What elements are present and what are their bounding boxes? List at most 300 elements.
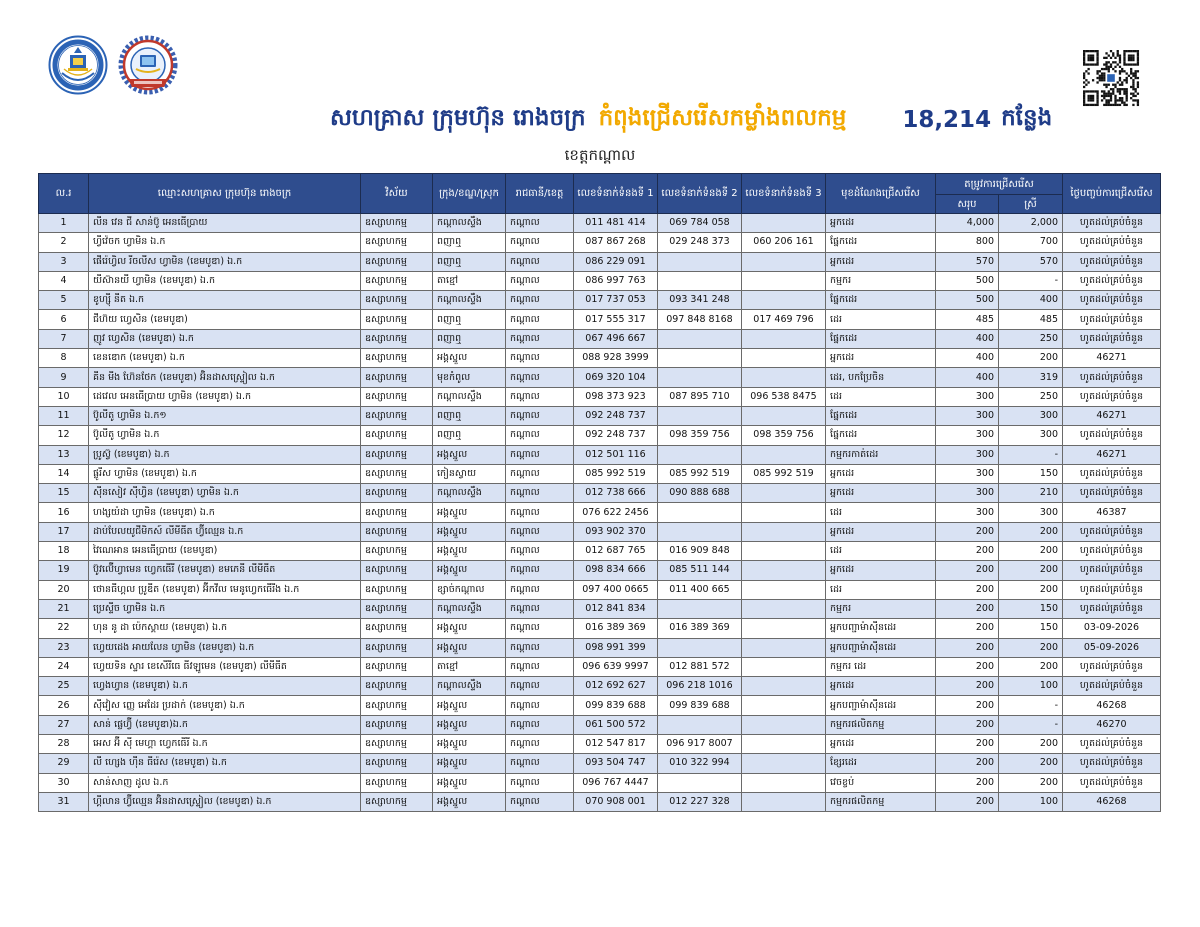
- cell-no: 20: [39, 580, 89, 599]
- cell-province: កណ្ដាល: [506, 387, 574, 406]
- cell-phone-1: 098 991 399: [574, 638, 658, 657]
- cell-phone-1: 086 229 091: [574, 252, 658, 271]
- cell-total: 300: [936, 426, 999, 445]
- cell-phone-3: [742, 599, 826, 618]
- cell-name: ប៊ូលីតូ ហ្វាមិន ឯ.ក: [89, 426, 361, 445]
- cell-sector: ឧស្សាហកម្ម: [361, 599, 433, 618]
- cell-female: -: [999, 271, 1063, 290]
- cell-province: កណ្ដាល: [506, 599, 574, 618]
- cell-phone-2: 016 389 369: [658, 619, 742, 638]
- table-row: [39, 349, 1161, 368]
- cell-female: 100: [999, 792, 1063, 811]
- cell-female: 570: [999, 252, 1063, 271]
- cell-phone-1: 069 320 104: [574, 368, 658, 387]
- table-row: [39, 445, 1161, 464]
- cell-total: 500: [936, 271, 999, 290]
- cell-province: កណ្ដាល: [506, 696, 574, 715]
- cell-position: កម្មករ: [826, 271, 936, 290]
- cell-phone-2: 016 909 848: [658, 542, 742, 561]
- cell-phone-2: 096 218 1016: [658, 677, 742, 696]
- cell-total: 200: [936, 696, 999, 715]
- table-row: [39, 773, 1161, 792]
- cell-total: 200: [936, 580, 999, 599]
- cell-name: ដាប់បែលយូជីមិកស៍ លីមីធីត ហ្វ៊ីឈ្មេន ឯ.ក: [89, 522, 361, 541]
- cell-sector: ឧស្សាហកម្ម: [361, 657, 433, 676]
- cell-total: 200: [936, 561, 999, 580]
- cell-phone-3: [742, 329, 826, 348]
- cell-phone-2: 085 511 144: [658, 561, 742, 580]
- cell-phone-2: [658, 445, 742, 464]
- cell-phone-2: [658, 522, 742, 541]
- cell-female: 200: [999, 638, 1063, 657]
- cell-district: ពញាឮ: [433, 252, 506, 271]
- table-row: [39, 484, 1161, 503]
- cell-phone-2: [658, 773, 742, 792]
- cell-name: ហង្សយ៉ដា ហ្វាមិន (ខេមបូឌា) ឯ.ក: [89, 503, 361, 522]
- cell-no: 22: [39, 619, 89, 638]
- cell-phone-3: [742, 715, 826, 734]
- cell-sector: ឧស្សាហកម្ម: [361, 619, 433, 638]
- cell-province: កណ្ដាល: [506, 657, 574, 676]
- cell-position: អ្នកដេរ: [826, 522, 936, 541]
- cell-district: អង្គស្នួល: [433, 715, 506, 734]
- cell-no: 15: [39, 484, 89, 503]
- header-phone-1: លេខទំនាក់ទំនងទី 1: [574, 174, 658, 214]
- cell-phone-1: 098 373 923: [574, 387, 658, 406]
- cell-phone-1: 092 248 737: [574, 426, 658, 445]
- cell-total: 200: [936, 599, 999, 618]
- table-body: [39, 214, 1161, 812]
- cell-phone-2: 097 848 8168: [658, 310, 742, 329]
- cell-female: 200: [999, 580, 1063, 599]
- cell-name: ផ្លូរីស ហ្វាមិន (ខេមបូឌា) ឯ.ក: [89, 464, 361, 483]
- cell-position: ដេរ: [826, 503, 936, 522]
- cell-phone-2: 085 992 519: [658, 464, 742, 483]
- cell-no: 16: [39, 503, 89, 522]
- cell-female: 200: [999, 773, 1063, 792]
- table-row: [39, 599, 1161, 618]
- table-row: [39, 580, 1161, 599]
- table-row: [39, 291, 1161, 310]
- header-phone-3: លេខទំនាក់ទំនងទី 3: [742, 174, 826, 214]
- cell-phone-2: [658, 715, 742, 734]
- cell-female: 200: [999, 349, 1063, 368]
- cell-province: កណ្ដាល: [506, 464, 574, 483]
- cell-sector: ឧស្សាហកម្ម: [361, 561, 433, 580]
- cell-name: លី ហ្សេង ហ៊ីន ធីរ៉េស (ខេមបូឌា) ឯ.ក: [89, 754, 361, 773]
- cell-district: អង្គស្នួល: [433, 522, 506, 541]
- cell-phone-3: [742, 638, 826, 657]
- cell-end-date: ហូតដល់គ្រប់ចំនួន: [1063, 271, 1161, 290]
- cell-female: 2,000: [999, 214, 1063, 233]
- cell-phone-1: 012 692 627: [574, 677, 658, 696]
- cell-province: កណ្ដាល: [506, 445, 574, 464]
- cell-phone-2: [658, 252, 742, 271]
- cell-province: កណ្ដាល: [506, 233, 574, 252]
- cell-no: 12: [39, 426, 89, 445]
- cell-no: 30: [39, 773, 89, 792]
- cell-total: 200: [936, 657, 999, 676]
- cell-no: 7: [39, 329, 89, 348]
- cell-district: ពញាឮ: [433, 426, 506, 445]
- title-total-count: 18,214: [902, 107, 992, 133]
- cell-phone-2: [658, 638, 742, 657]
- table-row: [39, 310, 1161, 329]
- cell-no: 26: [39, 696, 89, 715]
- cell-phone-1: 093 504 747: [574, 754, 658, 773]
- cell-end-date: 46271: [1063, 445, 1161, 464]
- cell-female: 200: [999, 561, 1063, 580]
- cell-district: ពញាឮ: [433, 233, 506, 252]
- title-unit: កន្លែង: [1001, 104, 1053, 131]
- cell-district: ពញាឮ: [433, 310, 506, 329]
- table-row: [39, 368, 1161, 387]
- cell-district: អង្គស្នួល: [433, 735, 506, 754]
- cell-female: 250: [999, 387, 1063, 406]
- title-recruiting: កំពុងជ្រើសរើសកម្លាំងពលកម្ម: [598, 104, 847, 131]
- cell-province: កណ្ដាល: [506, 310, 574, 329]
- cell-province: កណ្ដាល: [506, 291, 574, 310]
- cell-total: 200: [936, 522, 999, 541]
- cell-no: 28: [39, 735, 89, 754]
- cell-position: អ្នកបញ្ជាម៉ាស៊ីនដេរ: [826, 696, 936, 715]
- cell-total: 4,000: [936, 214, 999, 233]
- cell-phone-1: 092 248 737: [574, 406, 658, 425]
- cell-position: អ្នកដេរ: [826, 464, 936, 483]
- cell-phone-3: 096 538 8475: [742, 387, 826, 406]
- header-end-date: ថ្ងៃបញ្ចប់ការជ្រើសរើស: [1063, 174, 1161, 214]
- cell-phone-3: [742, 561, 826, 580]
- cell-province: កណ្ដាល: [506, 503, 574, 522]
- cell-province: កណ្ដាល: [506, 619, 574, 638]
- cell-position: អ្នកដេរ: [826, 484, 936, 503]
- cell-sector: ឧស្សាហកម្ម: [361, 214, 433, 233]
- cell-end-date: ហូតដល់គ្រប់ចំនួន: [1063, 754, 1161, 773]
- cell-province: កណ្ដាល: [506, 214, 574, 233]
- title-enterprises: សហគ្រាស ក្រុមហ៊ុន រោងចក្រ: [330, 104, 586, 131]
- table-row: [39, 233, 1161, 252]
- cell-district: អង្គស្នួល: [433, 349, 506, 368]
- header-name: ឈ្មោះសហគ្រាស ក្រុមហ៊ុន រោងចក្រ: [89, 174, 361, 214]
- cell-end-date: ហូតដល់គ្រប់ចំនួន: [1063, 387, 1161, 406]
- cell-total: 200: [936, 773, 999, 792]
- cell-total: 200: [936, 619, 999, 638]
- cell-position: អ្នកដេរ: [826, 735, 936, 754]
- cell-phone-1: 085 992 519: [574, 464, 658, 483]
- cell-position: ផ្នែកដេរ: [826, 291, 936, 310]
- cell-position: អ្នកបញ្ជាម៉ាស៊ីនដេរ: [826, 638, 936, 657]
- cell-total: 485: [936, 310, 999, 329]
- cell-female: 150: [999, 619, 1063, 638]
- cell-sector: ឧស្សាហកម្ម: [361, 792, 433, 811]
- cell-province: កណ្ដាល: [506, 542, 574, 561]
- cell-total: 300: [936, 406, 999, 425]
- cell-name: ជីហ៊យ ហ្វេសិន (ខេមបូឌា): [89, 310, 361, 329]
- cell-name: អេស អ៊ី ស៊ី មេហ្គា ហ្វេកធើរី ឯ.ក: [89, 735, 361, 754]
- cell-phone-3: [742, 406, 826, 425]
- cell-sector: ឧស្សាហកម្ម: [361, 406, 433, 425]
- cell-phone-3: [742, 503, 826, 522]
- cell-female: 150: [999, 599, 1063, 618]
- cell-phone-2: [658, 368, 742, 387]
- cell-position: អ្នកដេរ: [826, 214, 936, 233]
- cell-sector: ឧស្សាហកម្ម: [361, 522, 433, 541]
- cell-phone-3: [742, 735, 826, 754]
- cell-phone-3: [742, 484, 826, 503]
- cell-phone-1: 070 908 001: [574, 792, 658, 811]
- cell-phone-2: 069 784 058: [658, 214, 742, 233]
- cell-end-date: ហូតដល់គ្រប់ចំនួន: [1063, 484, 1161, 503]
- cell-name: ស៊ីវៀស ញ្ញេ អេដែរ ប្រដាក់ (ខេមបូឌា) ឯ.ក: [89, 696, 361, 715]
- cell-female: 200: [999, 754, 1063, 773]
- cell-no: 21: [39, 599, 89, 618]
- cell-female: -: [999, 715, 1063, 734]
- cell-district: អង្គស្នួល: [433, 638, 506, 657]
- cell-no: 1: [39, 214, 89, 233]
- cell-district: កៀនស្វាយ: [433, 464, 506, 483]
- cell-name: ដេវេល អេនធើប្រាយ ហ្វាមិន (ខេមបូឌា) ឯ.ក: [89, 387, 361, 406]
- cell-no: 13: [39, 445, 89, 464]
- cell-district: ខ្សាច់កណ្ដាល: [433, 580, 506, 599]
- cell-sector: ឧស្សាហកម្ម: [361, 310, 433, 329]
- table-row: [39, 387, 1161, 406]
- cell-total: 200: [936, 792, 999, 811]
- cell-position: អ្នកដេរ: [826, 252, 936, 271]
- cell-total: 200: [936, 542, 999, 561]
- header-phone-2: លេខទំនាក់ទំនងទី 2: [658, 174, 742, 214]
- cell-province: កណ្ដាល: [506, 484, 574, 503]
- cell-phone-1: 098 834 666: [574, 561, 658, 580]
- cell-no: 25: [39, 677, 89, 696]
- cell-phone-1: 012 738 666: [574, 484, 658, 503]
- cell-phone-1: 012 547 817: [574, 735, 658, 754]
- cell-province: កណ្ដាល: [506, 561, 574, 580]
- cell-no: 5: [39, 291, 89, 310]
- cell-no: 29: [39, 754, 89, 773]
- cell-phone-1: 017 737 053: [574, 291, 658, 310]
- cell-phone-1: 011 481 414: [574, 214, 658, 233]
- cell-sector: ឧស្សាហកម្ម: [361, 464, 433, 483]
- province-subtitle: ខេត្តកណ្ដាល: [564, 146, 636, 164]
- cell-sector: ឧស្សាហកម្ម: [361, 677, 433, 696]
- cell-no: 8: [39, 349, 89, 368]
- cell-province: កណ្ដាល: [506, 773, 574, 792]
- cell-position: កម្មករ ដេរ: [826, 657, 936, 676]
- cell-province: កណ្ដាល: [506, 638, 574, 657]
- table-row: [39, 329, 1161, 348]
- cell-province: កណ្ដាល: [506, 792, 574, 811]
- cell-district: មុខកំពូល: [433, 368, 506, 387]
- cell-name: ខូហ្ស៊ី នីត ឯ.ក: [89, 291, 361, 310]
- cell-end-date: 05-09-2026: [1063, 638, 1161, 657]
- cell-phone-2: 012 227 328: [658, 792, 742, 811]
- cell-name: ថោនធីហ្គល ប្រូឌីត (ខេមបូឌា) អ៊ីកវីល មេនូហ្វេកធើរីង ឯ.ក: [89, 580, 361, 599]
- cell-sector: ឧស្សាហកម្ម: [361, 291, 433, 310]
- cell-name: ហុន នូ ដា ប៉េកស្គាយ (ខេមបូឌា) ឯ.ក: [89, 619, 361, 638]
- cell-name: ប៊ូលីតូ ហ្វាមិន ឯ.ក១: [89, 406, 361, 425]
- cell-district: អង្គស្នួល: [433, 754, 506, 773]
- cell-district: អង្គស្នួល: [433, 542, 506, 561]
- cell-female: 250: [999, 329, 1063, 348]
- cell-phone-3: [742, 677, 826, 696]
- cell-total: 300: [936, 503, 999, 522]
- table-row: [39, 561, 1161, 580]
- table-row: [39, 542, 1161, 561]
- cell-position: ផ្នែកដេរ: [826, 329, 936, 348]
- table-row: [39, 638, 1161, 657]
- cell-province: កណ្ដាល: [506, 406, 574, 425]
- cell-end-date: ហូតដល់គ្រប់ចំនួន: [1063, 252, 1161, 271]
- cell-phone-3: 085 992 519: [742, 464, 826, 483]
- table-row: [39, 792, 1161, 811]
- cell-name: ហ្វេយដេង អាយលែន ហ្វាមិន (ខេមបូឌា) ឯ.ក: [89, 638, 361, 657]
- cell-district: អង្គស្នួល: [433, 792, 506, 811]
- cell-end-date: 46271: [1063, 406, 1161, 425]
- table-row: [39, 426, 1161, 445]
- cell-district: អង្គស្នួល: [433, 445, 506, 464]
- cell-total: 200: [936, 677, 999, 696]
- cell-end-date: ហូតដល់គ្រប់ចំនួន: [1063, 233, 1161, 252]
- cell-name: ហ្គីលាន ហ្វ៊ីឈ្មេន អ៊ិនដាសស្ទ្រៀល (ខេមបូឌា) ឯ.ក: [89, 792, 361, 811]
- table-row: [39, 735, 1161, 754]
- cell-phone-1: 016 389 369: [574, 619, 658, 638]
- cell-position: អ្នកដេរ: [826, 677, 936, 696]
- cell-end-date: 46270: [1063, 715, 1161, 734]
- cell-sector: ឧស្សាហកម្ម: [361, 233, 433, 252]
- cell-end-date: 46271: [1063, 349, 1161, 368]
- cell-district: កណ្ដាលស្ទឹង: [433, 387, 506, 406]
- header-sector: វិស័យ: [361, 174, 433, 214]
- cell-phone-3: 017 469 796: [742, 310, 826, 329]
- cell-end-date: ហូតដល់គ្រប់ចំនួន: [1063, 291, 1161, 310]
- cell-female: 485: [999, 310, 1063, 329]
- cell-female: 300: [999, 426, 1063, 445]
- cell-phone-2: 010 322 994: [658, 754, 742, 773]
- cell-phone-1: 097 400 0665: [574, 580, 658, 599]
- cell-phone-2: 012 881 572: [658, 657, 742, 676]
- cell-total: 400: [936, 368, 999, 387]
- cell-phone-2: 099 839 688: [658, 696, 742, 715]
- cell-total: 200: [936, 638, 999, 657]
- table-row: [39, 406, 1161, 425]
- cell-district: ពញាឮ: [433, 406, 506, 425]
- cell-position: កម្មករ: [826, 599, 936, 618]
- cell-end-date: ហូតដល់គ្រប់ចំនួន: [1063, 599, 1161, 618]
- cell-sector: ឧស្សាហកម្ម: [361, 580, 433, 599]
- table-row: [39, 715, 1161, 734]
- cell-district: កណ្ដាលស្ទឹង: [433, 599, 506, 618]
- cell-district: កណ្ដាលស្ទឹង: [433, 291, 506, 310]
- cell-position: ដេរ, បកប្រែចិន: [826, 368, 936, 387]
- cell-no: 9: [39, 368, 89, 387]
- cell-phone-3: [742, 271, 826, 290]
- cell-phone-1: 096 639 9997: [574, 657, 658, 676]
- cell-district: អង្គស្នួល: [433, 696, 506, 715]
- cell-female: 200: [999, 522, 1063, 541]
- cell-total: 300: [936, 445, 999, 464]
- cell-sector: ឧស្សាហកម្ម: [361, 735, 433, 754]
- cell-province: កណ្ដាល: [506, 329, 574, 348]
- cell-district: កណ្ដាលស្ទឹង: [433, 677, 506, 696]
- cell-name: គីន មីង ហ៊ែនថែក (ខេមបូឌា) អ៊ិនដាសស្ទ្រៀល ឯ.ក: [89, 368, 361, 387]
- cell-phone-2: [658, 503, 742, 522]
- cell-no: 18: [39, 542, 89, 561]
- table-row: [39, 252, 1161, 271]
- cell-district: អង្គស្នួល: [433, 503, 506, 522]
- cell-phone-3: [742, 445, 826, 464]
- cell-sector: ឧស្សាហកម្ម: [361, 503, 433, 522]
- cell-end-date: ហូតដល់គ្រប់ចំនួន: [1063, 542, 1161, 561]
- cell-female: 300: [999, 503, 1063, 522]
- cell-end-date: ហូតដល់គ្រប់ចំនួន: [1063, 426, 1161, 445]
- cell-no: 27: [39, 715, 89, 734]
- cell-female: 319: [999, 368, 1063, 387]
- cell-phone-1: 012 841 834: [574, 599, 658, 618]
- cell-name: លីន វេន ជី សាន់ប៊ូ អេនធើប្រាយ: [89, 214, 361, 233]
- cell-name: ខេនឌោក (ខេមបូឌា) ឯ.ក: [89, 349, 361, 368]
- cell-phone-2: 093 341 248: [658, 291, 742, 310]
- cell-position: ផ្នែកដេរ: [826, 233, 936, 252]
- cell-female: -: [999, 696, 1063, 715]
- cell-name: សាន់សាញ ដូល ឯ.ក: [89, 773, 361, 792]
- cell-no: 14: [39, 464, 89, 483]
- cell-phone-1: 093 902 370: [574, 522, 658, 541]
- cell-phone-3: [742, 349, 826, 368]
- cell-name: ហ្វេយទិន ស្ទារ ខេសើរីធេ ធីវឡូមេន (ខេមបូឌា) លីមីធីត: [89, 657, 361, 676]
- cell-position: ដេរ: [826, 542, 936, 561]
- cell-name: យីស៊ានយី ហ្វាមិន (ខេមបូឌា) ឯ.ក: [89, 271, 361, 290]
- cell-position: វេចខ្ចប់: [826, 773, 936, 792]
- cell-phone-1: 061 500 572: [574, 715, 658, 734]
- cell-female: 300: [999, 406, 1063, 425]
- cell-sector: ឧស្សាហកម្ម: [361, 349, 433, 368]
- cell-end-date: 46268: [1063, 696, 1161, 715]
- cell-end-date: ហូតដល់គ្រប់ចំនួន: [1063, 561, 1161, 580]
- cell-end-date: 03-09-2026: [1063, 619, 1161, 638]
- cell-no: 3: [39, 252, 89, 271]
- cell-province: កណ្ដាល: [506, 426, 574, 445]
- cell-end-date: ហូតដល់គ្រប់ចំនួន: [1063, 368, 1161, 387]
- cell-phone-3: 060 206 161: [742, 233, 826, 252]
- cell-sector: ឧស្សាហកម្ម: [361, 445, 433, 464]
- cell-female: 200: [999, 657, 1063, 676]
- cell-no: 6: [39, 310, 89, 329]
- cell-end-date: ហូតដល់គ្រប់ចំនួន: [1063, 464, 1161, 483]
- cell-phone-3: [742, 368, 826, 387]
- cell-district: តាខ្មៅ: [433, 271, 506, 290]
- cell-phone-3: [742, 792, 826, 811]
- cell-phone-2: 087 895 710: [658, 387, 742, 406]
- qr-code-icon[interactable]: [1083, 50, 1139, 106]
- cell-phone-3: [742, 657, 826, 676]
- cell-position: អ្នកដេរ: [826, 349, 936, 368]
- cell-phone-3: [742, 696, 826, 715]
- cell-no: 19: [39, 561, 89, 580]
- header-district: ក្រុង/ខណ្ឌ/ស្រុក: [433, 174, 506, 214]
- cell-no: 11: [39, 406, 89, 425]
- cell-province: កណ្ដាល: [506, 349, 574, 368]
- cell-position: ផ្នែកដេរ: [826, 426, 936, 445]
- cell-end-date: ហូតដល់គ្រប់ចំនួន: [1063, 773, 1161, 792]
- cell-phone-3: [742, 522, 826, 541]
- cell-total: 200: [936, 715, 999, 734]
- ministry-seal-icon: [48, 35, 108, 95]
- table-row: [39, 677, 1161, 696]
- cell-total: 300: [936, 387, 999, 406]
- header-female: ស្រី: [999, 195, 1063, 214]
- cell-female: 210: [999, 484, 1063, 503]
- cell-phone-2: 090 888 688: [658, 484, 742, 503]
